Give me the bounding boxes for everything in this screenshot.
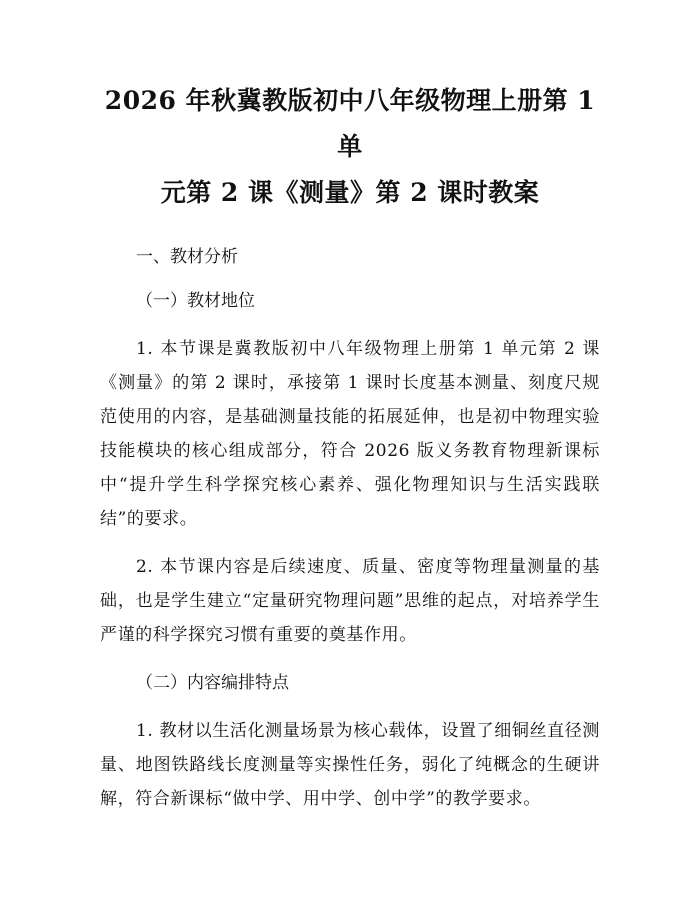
subsection-heading-textbook-position: （一）教材地位 <box>136 291 255 311</box>
paragraph-position-2: 2. 本节课内容是后续速度、质量、密度等物理量测量的基础，也是学生建立“定量研究物理问题”思维的起点，对培养学生严谨的科学探究习惯有重要的奠基作用。 <box>100 557 600 645</box>
subsection-heading-content-features: （二）内容编排特点 <box>136 673 289 693</box>
paragraph-features-1: 1. 教材以生活化测量场景为核心载体，设置了细铜丝直径测量、地图铁路线长度测量等实操性任务，弱化了纯概念的生硬讲解，符合新课标“做中学、用中学、创中学”的教学要求。 <box>100 721 600 809</box>
paragraph-position-1: 1. 本节课是冀教版初中八年级物理上册第 1 单元第 2 课《测量》的第 2 课时，承接第 1 课时长度基本测量、刻度尺规范使用的内容，是基础测量技能的拓展延伸，也是初中物理实验技能模块的核心组成部分，符合 2026 版义务教育物理新课标中“提升学生科学探究核心素养、强化物理知识与生活实践联结”的要求。 <box>100 339 600 529</box>
document-title-line-2: 元第 2 课《测量》第 2 课时教案 <box>160 178 540 207</box>
section-heading-textbook-analysis: 一、教材分析 <box>136 247 238 267</box>
document-title-line-1: 2026 年秋冀教版初中八年级物理上册第 1 单 <box>104 86 596 161</box>
document-title <box>100 78 600 216</box>
